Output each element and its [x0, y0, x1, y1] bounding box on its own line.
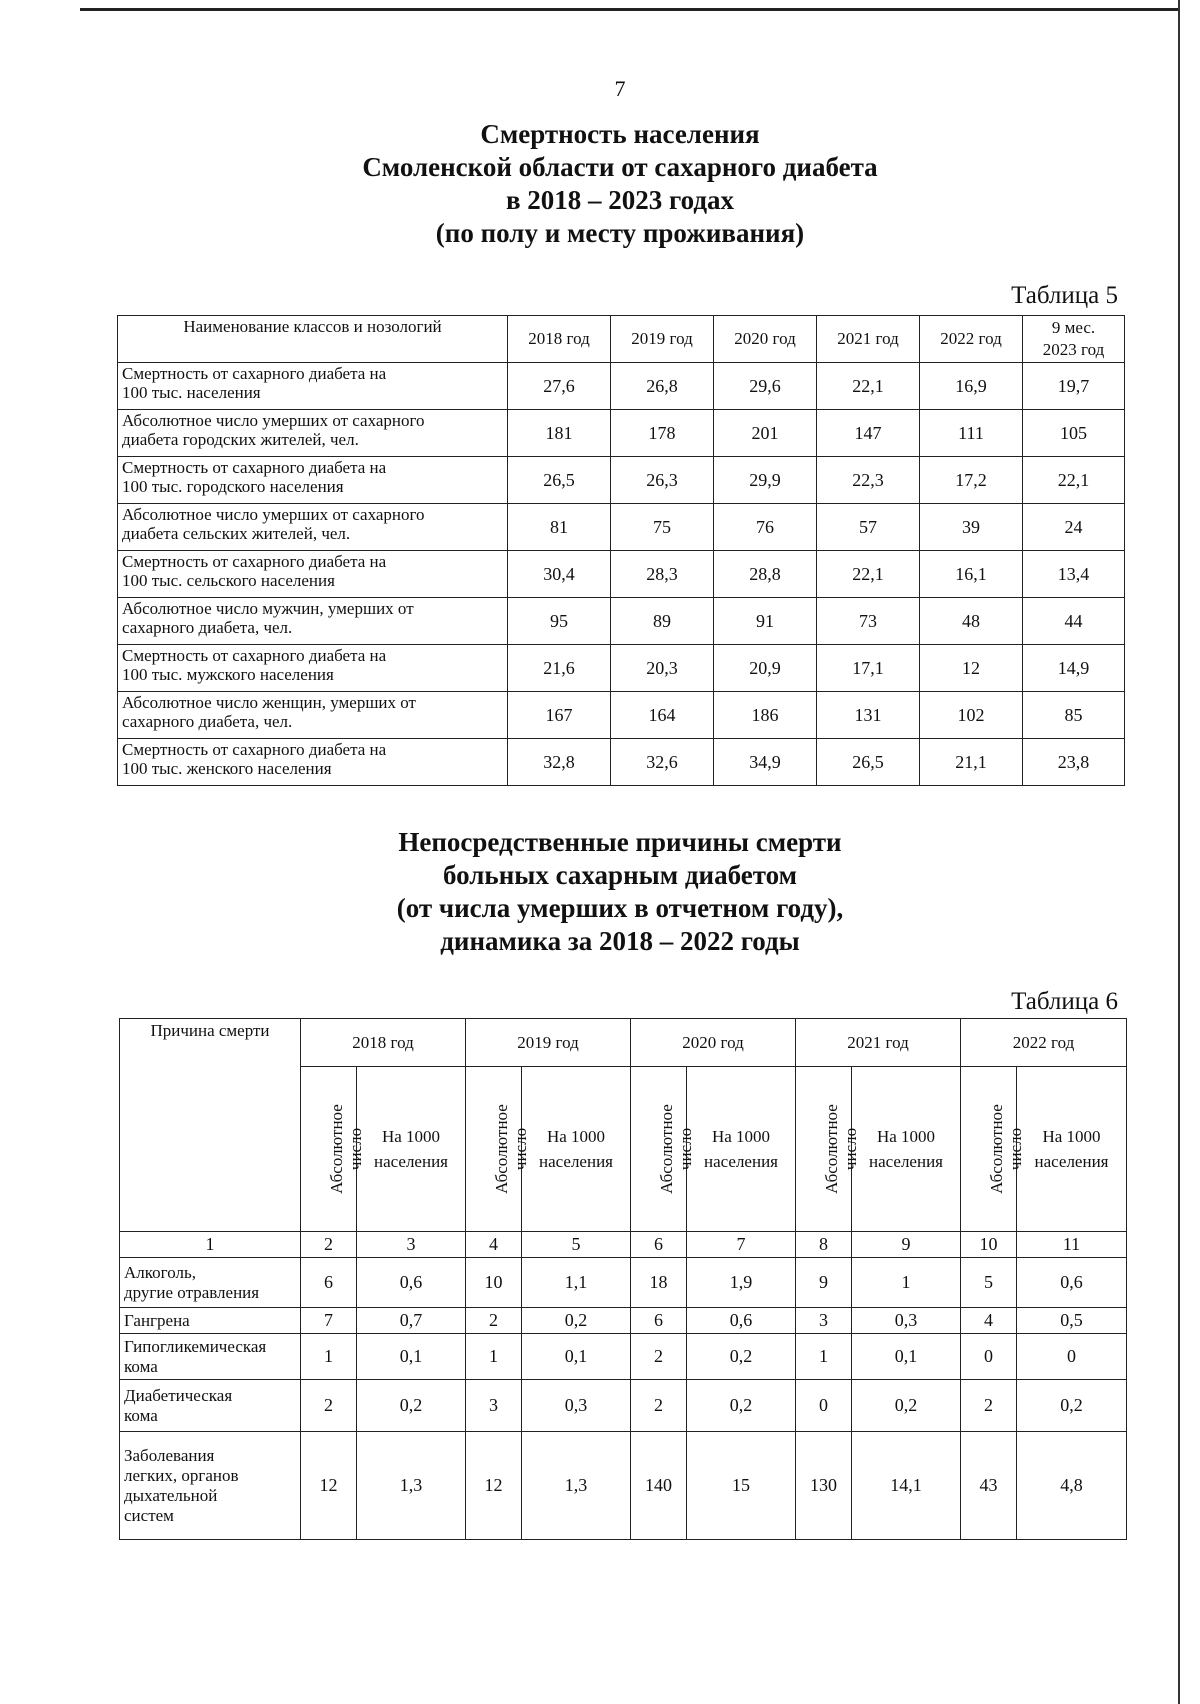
table6-row	[120, 1380, 1127, 1432]
table6-header-absolute-text	[987, 1104, 1025, 1194]
table6-header-absolute-line: число	[510, 1127, 530, 1170]
table6-cell: 0,6	[1017, 1258, 1127, 1308]
table5	[117, 315, 1125, 786]
table6-row-name	[120, 1308, 301, 1334]
table5-cell: 22,1	[817, 363, 920, 410]
table6-label: Таблица 6	[1011, 988, 1118, 1015]
table5-cell: 39	[920, 504, 1023, 551]
table6-cell: 140	[631, 1432, 687, 1540]
table5-cell: 14,9	[1023, 645, 1125, 692]
table6-cell: 1	[301, 1334, 357, 1380]
table6-cell: 0	[961, 1334, 1017, 1380]
table6-cell: 1,3	[522, 1432, 631, 1540]
table5-row-name	[118, 692, 508, 739]
table6-cell: 0,2	[687, 1334, 796, 1380]
table6-cell: 2	[466, 1308, 522, 1334]
table5-cell: 21,1	[920, 739, 1023, 786]
table5-label: Таблица 5	[1011, 282, 1118, 309]
top-border-line	[80, 8, 1180, 11]
table6-colnum: 9	[852, 1232, 961, 1258]
table5-cell: 89	[611, 598, 714, 645]
table6-cell: 2	[631, 1334, 687, 1380]
table5-cell: 16,9	[920, 363, 1023, 410]
table5-row-name	[118, 551, 508, 598]
table6-header-absolute-line: число	[345, 1127, 365, 1170]
table5-header-line: 2023 год	[1042, 340, 1105, 359]
table6-cell: 0,2	[852, 1380, 961, 1432]
table6-cell: 4	[961, 1308, 1017, 1334]
table6-row-name-line: систем	[124, 1505, 174, 1525]
table5-cell: 81	[508, 504, 611, 551]
table6-header-year: 2020 год	[631, 1019, 796, 1067]
table6-header-row	[120, 1019, 1127, 1067]
table5-row-name	[118, 410, 508, 457]
table6-header-absolute-line: Абсолютное	[656, 1103, 676, 1194]
table6-header-absolute	[796, 1067, 860, 1232]
table6-title	[0, 826, 1200, 958]
table5-row	[118, 645, 1125, 692]
table5-title-line: в 2018 – 2023 годах	[505, 185, 735, 215]
table6-row-name	[120, 1380, 301, 1432]
table5-cell: 48	[920, 598, 1023, 645]
table6-row	[120, 1308, 1127, 1334]
table6-row-name-line: легких, органов	[124, 1465, 239, 1485]
table6-row-name-line: кома	[124, 1405, 158, 1425]
table5-header-row	[118, 316, 1125, 363]
table5-row-name-line: Смертность от сахарного диабета на	[122, 646, 387, 665]
table6-colnum: 1	[120, 1232, 301, 1258]
table5-title-line: Смертность населения	[480, 119, 760, 149]
table6-cell: 3	[466, 1380, 522, 1432]
table5-cell: 23,8	[1023, 739, 1125, 786]
table6-cell: 6	[301, 1258, 357, 1308]
table5-cell: 20,3	[611, 645, 714, 692]
table6-header-per1000	[852, 1067, 961, 1232]
table6-header-absolute-line: Абсолютное	[326, 1103, 346, 1194]
table6-row	[120, 1432, 1127, 1540]
table5-cell: 85	[1023, 692, 1125, 739]
table6-header-year: 2018 год	[301, 1019, 466, 1067]
table5-cell: 186	[714, 692, 817, 739]
table5-row-name-line: Смертность от сахарного диабета на	[122, 740, 387, 759]
table6-cell: 12	[466, 1432, 522, 1540]
table5-row-name-line: Абсолютное число умерших от сахарного	[122, 505, 425, 524]
table6-cell: 7	[301, 1308, 357, 1334]
table6-colnum: 3	[357, 1232, 466, 1258]
table5-cell: 164	[611, 692, 714, 739]
table6-cell: 2	[301, 1380, 357, 1432]
table6-colnum-row	[120, 1232, 1127, 1258]
table6-header-absolute-line: Абсолютное	[491, 1103, 511, 1194]
table5-row-name-line: 100 тыс. населения	[122, 383, 261, 402]
table5-row-name-line: 100 тыс. мужского населения	[122, 665, 334, 684]
table6-header-per1000	[522, 1067, 631, 1232]
table5-row-name-line: Абсолютное число мужчин, умерших от	[122, 599, 414, 618]
table5-row	[118, 457, 1125, 504]
page-number: 7	[614, 76, 626, 101]
table5-header-year-2023	[1023, 316, 1125, 363]
table6-row-name	[120, 1432, 301, 1540]
table6-header-per1000-line: На 1000	[1042, 1127, 1101, 1146]
table5-row-name-line: Смертность от сахарного диабета на	[122, 552, 387, 571]
table6-cell: 0,3	[852, 1308, 961, 1334]
table6-cell: 4,8	[1017, 1432, 1127, 1540]
table6-cell: 1,1	[522, 1258, 631, 1308]
table6-cell: 0,1	[357, 1334, 466, 1380]
table6-header-per1000-line: На 1000	[381, 1127, 441, 1146]
table5-cell: 22,1	[1023, 457, 1125, 504]
table5-cell: 29,9	[714, 457, 817, 504]
table5-cell: 34,9	[714, 739, 817, 786]
table6-colnum: 11	[1017, 1232, 1127, 1258]
table6-header-absolute	[631, 1067, 695, 1232]
table5-cell: 16,1	[920, 551, 1023, 598]
table6-header-per1000-line: населения	[869, 1152, 943, 1171]
table5-cell: 44	[1023, 598, 1125, 645]
table6-cell: 0,6	[687, 1308, 796, 1334]
table6-title-line: динамика за 2018 – 2022 годы	[440, 926, 800, 956]
table6-cell: 130	[796, 1432, 852, 1540]
table6-row-name-line: Алкоголь,	[124, 1262, 196, 1282]
table6-cell: 0	[1017, 1334, 1127, 1380]
table6-cell: 15	[687, 1432, 796, 1540]
table5-cell: 12	[920, 645, 1023, 692]
table5-row-name-line: 100 тыс. сельского населения	[122, 571, 335, 590]
table6-cell: 0,2	[357, 1380, 466, 1432]
table5-row-name-line: диабета городских жителей, чел.	[122, 430, 359, 449]
table6-cell: 12	[301, 1432, 357, 1540]
table6-cell: 18	[631, 1258, 687, 1308]
table6-row-name-line: Диабетическая	[124, 1385, 233, 1405]
table6-cell: 2	[631, 1380, 687, 1432]
table6-cell: 1,3	[357, 1432, 466, 1540]
table6-header-per1000-line: населения	[704, 1152, 778, 1171]
table6-header-absolute	[301, 1067, 365, 1232]
table5-cell: 26,3	[611, 457, 714, 504]
table6-header-absolute-line: Абсолютное	[986, 1103, 1006, 1194]
table6-header-absolute-text	[657, 1104, 695, 1194]
table5-cell: 111	[920, 410, 1023, 457]
table6-cell: 0,1	[852, 1334, 961, 1380]
table5-cell: 29,6	[714, 363, 817, 410]
table6-header-absolute-line: число	[675, 1127, 695, 1170]
table5-cell: 22,3	[817, 457, 920, 504]
table5-header-year: 2020 год	[714, 316, 817, 363]
table5-title-line: (по полу и месту проживания)	[435, 218, 805, 248]
table5-row-name-line: Абсолютное число женщин, умерших от	[122, 693, 416, 712]
table6-cell: 0,2	[1017, 1380, 1127, 1432]
table6-row	[120, 1258, 1127, 1308]
table5-header-year: 2021 год	[817, 316, 920, 363]
table5-row	[118, 739, 1125, 786]
table6-row	[120, 1334, 1127, 1380]
table6-header-per1000-line: На 1000	[546, 1127, 606, 1146]
table5-row-name-line: диабета сельских жителей, чел.	[122, 524, 351, 543]
table6-header-absolute-line: число	[1005, 1127, 1025, 1170]
table5-row	[118, 692, 1125, 739]
table5-cell: 17,2	[920, 457, 1023, 504]
table6-colnum: 6	[631, 1232, 687, 1258]
table6-cell: 0,7	[357, 1308, 466, 1334]
table5-header-year: 2018 год	[508, 316, 611, 363]
table5-row	[118, 598, 1125, 645]
table6-header-absolute-line: Абсолютное	[821, 1103, 841, 1194]
table6-colnum: 5	[522, 1232, 631, 1258]
table6-colnum: 7	[687, 1232, 796, 1258]
table5-row	[118, 363, 1125, 410]
table5-cell: 17,1	[817, 645, 920, 692]
table5-row-name-line: 100 тыс. женского населения	[122, 759, 332, 778]
table6-cell: 0,6	[357, 1258, 466, 1308]
table5-cell: 147	[817, 410, 920, 457]
table5-cell: 24	[1023, 504, 1125, 551]
table6-header-absolute	[961, 1067, 1025, 1232]
table6-cell: 0,3	[522, 1380, 631, 1432]
table5-cell: 91	[714, 598, 817, 645]
table5-cell: 20,9	[714, 645, 817, 692]
table5-row-name-line: сахарного диабета, чел.	[122, 618, 293, 637]
table5-cell: 181	[508, 410, 611, 457]
table5-cell: 57	[817, 504, 920, 551]
table5-cell: 167	[508, 692, 611, 739]
table6-header-absolute-text	[327, 1104, 365, 1194]
table5-cell: 75	[611, 504, 714, 551]
table5-row-name	[118, 457, 508, 504]
table5-cell: 73	[817, 598, 920, 645]
table6-row-name-line: другие отравления	[124, 1282, 260, 1302]
table5-row-name	[118, 598, 508, 645]
table5-title-line: Смоленской области от сахарного диабета	[362, 152, 878, 182]
table6-cell: 0,5	[1017, 1308, 1127, 1334]
table6-cell: 43	[961, 1432, 1017, 1540]
table6-colnum: 2	[301, 1232, 357, 1258]
table5-row-name	[118, 645, 508, 692]
table6-header-per1000	[1017, 1067, 1127, 1232]
table5-header-name: Наименование классов и нозологий	[118, 316, 508, 363]
table5-cell: 22,1	[817, 551, 920, 598]
table6-header-per1000-line: населения	[539, 1152, 613, 1171]
table6-row-name-line: Заболевания	[124, 1445, 215, 1465]
table5-cell: 178	[611, 410, 714, 457]
table6-header-per1000-line: На 1000	[711, 1127, 771, 1146]
table6-cell: 3	[796, 1308, 852, 1334]
table6-header-per1000	[687, 1067, 796, 1232]
table5-row-name-line: Смертность от сахарного диабета на	[122, 458, 387, 477]
table6-cell: 10	[466, 1258, 522, 1308]
table6-row-name-line: Гипогликемическая	[124, 1336, 267, 1356]
table6-cell: 1	[852, 1258, 961, 1308]
table6-header-year: 2019 год	[466, 1019, 631, 1067]
table5-row-name	[118, 363, 508, 410]
table5-cell: 19,7	[1023, 363, 1125, 410]
table5-cell: 28,3	[611, 551, 714, 598]
table6-header-per1000	[357, 1067, 466, 1232]
table5-row-name-line: Абсолютное число умерших от сахарного	[122, 411, 425, 430]
table5-row-name	[118, 739, 508, 786]
table6-colnum: 8	[796, 1232, 852, 1258]
table6-header-per1000-line: населения	[374, 1152, 448, 1171]
table5-cell: 95	[508, 598, 611, 645]
table6-title-line: Непосредственные причины смерти	[398, 827, 842, 857]
table6-row-name	[120, 1334, 301, 1380]
table6-row-name-line: Гангрена	[124, 1310, 190, 1330]
table6-cell: 2	[961, 1380, 1017, 1432]
table6-cell: 1,9	[687, 1258, 796, 1308]
table5-cell: 30,4	[508, 551, 611, 598]
table5-row-name-line: Смертность от сахарного диабета на	[122, 364, 387, 383]
table5-header-year: 2019 год	[611, 316, 714, 363]
table5-cell: 131	[817, 692, 920, 739]
table5-cell: 76	[714, 504, 817, 551]
table5-cell: 32,6	[611, 739, 714, 786]
table5-cell: 102	[920, 692, 1023, 739]
table5-cell: 27,6	[508, 363, 611, 410]
table5-row	[118, 551, 1125, 598]
table6-header-absolute-text	[492, 1104, 530, 1194]
table6	[119, 1018, 1127, 1540]
table5-cell: 26,8	[611, 363, 714, 410]
table6-row-name-line: кома	[124, 1356, 158, 1376]
table6-cell: 0	[796, 1380, 852, 1432]
table5-cell: 13,4	[1023, 551, 1125, 598]
table5-cell: 21,6	[508, 645, 611, 692]
table5-cell: 26,5	[817, 739, 920, 786]
table6-cell: 0,1	[522, 1334, 631, 1380]
table5-cell: 201	[714, 410, 817, 457]
table5-row-name	[118, 504, 508, 551]
table5-row-name-line: 100 тыс. городского населения	[122, 477, 344, 496]
table6-header-absolute-text	[822, 1104, 860, 1194]
table6-cell: 9	[796, 1258, 852, 1308]
table6-header-absolute	[466, 1067, 530, 1232]
table6-row-name-line: дыхательной	[124, 1485, 218, 1505]
table6-header-per1000-line: населения	[1034, 1152, 1109, 1171]
table6-cell: 0,2	[687, 1380, 796, 1432]
table5-cell: 105	[1023, 410, 1125, 457]
table6-header-cause: Причина смерти	[120, 1019, 301, 1232]
table5-cell: 26,5	[508, 457, 611, 504]
table6-colnum: 4	[466, 1232, 522, 1258]
table5-title	[0, 118, 1200, 250]
table6-cell: 1	[796, 1334, 852, 1380]
table6-cell: 1	[466, 1334, 522, 1380]
table6-cell: 6	[631, 1308, 687, 1334]
table6-header-year: 2022 год	[961, 1019, 1127, 1067]
table5-cell: 32,8	[508, 739, 611, 786]
table6-title-line: больных сахарным диабетом	[443, 860, 797, 890]
table6-cell: 0,2	[522, 1308, 631, 1334]
table5-header-line: 9 мес.	[1051, 318, 1096, 337]
table6-cell: 14,1	[852, 1432, 961, 1540]
table5-row	[118, 504, 1125, 551]
table6-header-absolute-line: число	[840, 1127, 860, 1170]
table5-row	[118, 410, 1125, 457]
table6-cell: 5	[961, 1258, 1017, 1308]
table5-cell: 28,8	[714, 551, 817, 598]
table6-header-per1000-line: На 1000	[876, 1127, 936, 1146]
table6-colnum: 10	[961, 1232, 1017, 1258]
table5-row-name-line: сахарного диабета, чел.	[122, 712, 293, 731]
table6-title-line: (от числа умерших в отчетном году),	[396, 893, 844, 923]
table6-row-name	[120, 1258, 301, 1308]
table6-header-year: 2021 год	[796, 1019, 961, 1067]
table5-header-year: 2022 год	[920, 316, 1023, 363]
